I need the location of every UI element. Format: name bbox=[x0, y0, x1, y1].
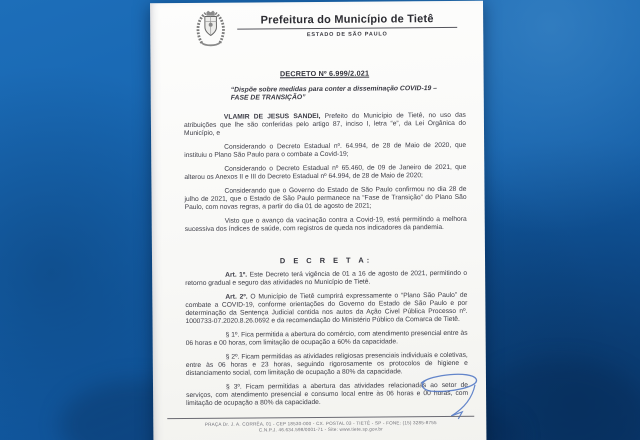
preamble-text: Prefeito do Município de Tietê, no uso das atribuições que lhe são conferidas pelo artigo 87, inciso I, letra “e”, da Lei Orgânica do Município, e bbox=[183, 112, 466, 138]
paragraph-text: Ficam permitidas a abertura das atividades relacionadas ao setor de serviços, com atendimento presencial e consumo local entre às 06 horas e 00 horas, com limitação de ocupação a 80% da capacidade. bbox=[186, 382, 469, 408]
paragraph-2 bbox=[186, 352, 468, 378]
state-subtitle: ESTADO DE SÃO PAULO bbox=[306, 31, 388, 39]
paragraph-lead: § 1º. bbox=[225, 332, 240, 340]
paragraph-3 bbox=[186, 382, 468, 408]
decreta-heading: D E C R E T A: bbox=[279, 255, 373, 266]
paragraph-lead: § 2º. bbox=[225, 354, 240, 362]
footer-cnpj-line: C.N.P.J. 46.634.598/0001-71 - Site: www.tiete.sp.gov.br bbox=[258, 426, 383, 433]
document-header bbox=[194, 8, 457, 53]
article-lead: Art. 2º. bbox=[225, 293, 248, 302]
decree-number-heading: DECRETO Nº 6.999/2.021 bbox=[279, 68, 370, 79]
mayor-name: VLAMIR DE JESUS SANDEI, bbox=[223, 113, 321, 122]
page-footer bbox=[167, 416, 474, 434]
coat-of-arms-icon bbox=[194, 10, 227, 53]
background-shadow-blob bbox=[470, 360, 640, 440]
paragraph-1 bbox=[186, 330, 468, 348]
paragraph-lead: § 3º. bbox=[225, 384, 242, 392]
considerando-paragraph: Considerando que o Governo do Estado de São Paulo confirmou no dia 28 de julho de 2021, que o Estado de São Paulo permanece na “Fase de Transição” do Plano São Paulo, com novas regras, a partir do dia 01 de agosto de 2021; bbox=[184, 186, 467, 212]
footer-address-line: PRAÇA Dr. J. A. CORRÊA, 01 - CEP 18530-000 - CX. POSTAL 03 - TIETÊ - SP - FONE: (15) 3285-8755 bbox=[204, 420, 437, 427]
article-text: O Município de Tietê cumprirá expressamente o “Plano São Paulo” de combate a COVID-19, conforme orientações do Governo do Estado de São Paulo e por determinação da Sentença Judicial contida nos autos da Ação Civel Pública Processo nº. 1000733-07.2020.8.26.0692 e da recomendação do Ministério Público da Comarca de Tietê. bbox=[185, 292, 468, 326]
decree-summary: “Dispõe sobre medidas para conter a disseminação COVID-19 – FASE DE TRANSIÇÃO” bbox=[230, 85, 437, 102]
considerando-paragraph: Considerando o Decreto Estadual nº 65.460, de 09 de Janeiro de 2021, que alterou os Anexos II e III do Decreto Estadual nº 64.994, de 28 de Maio de 2020; bbox=[184, 164, 467, 182]
considerando-paragraph: Considerando o Decreto Estadual nº. 64.994, de 28 de Maio de 2020, que instituiu o Plano São Paulo para o combate a Covid-19; bbox=[184, 142, 467, 160]
visto-paragraph: Visto que o avanço da vacinação contra a Covid-19, está permitindo a melhora sucessiva dos índices de saúde, com registros de queda nos indicadores da pandemia. bbox=[184, 216, 467, 234]
preamble-paragraph bbox=[184, 112, 466, 138]
article-text: Este Decreto terá vigência de 01 a 16 de agosto de 2021, permitindo o retorno gradual e seguro das atividades no Município de Tietê. bbox=[185, 270, 468, 288]
article-lead: Art. 1º. bbox=[225, 271, 248, 280]
city-hall-title: Prefeitura do Município de Tietê bbox=[237, 13, 457, 30]
header-text-block bbox=[237, 8, 457, 39]
decree-document-page bbox=[150, 1, 487, 440]
paragraph-text: Ficam permitidas as atividades religiosas presenciais individuais e coletivas, entre às 06 horas e 23 horas, seguindo rigorosamente os protocolos de higiene e distanciamento social, com limitação de ocupação a 80% da capacidade. bbox=[185, 352, 468, 378]
paragraph-text: Fica permitida a abertura do comércio, com atendimento presencial entre às 06 horas e 00 horas, com limitação de ocupação a 60% da capacidade. bbox=[185, 330, 468, 348]
article-2 bbox=[185, 292, 467, 326]
article-1 bbox=[185, 270, 467, 288]
document-body bbox=[184, 68, 469, 409]
